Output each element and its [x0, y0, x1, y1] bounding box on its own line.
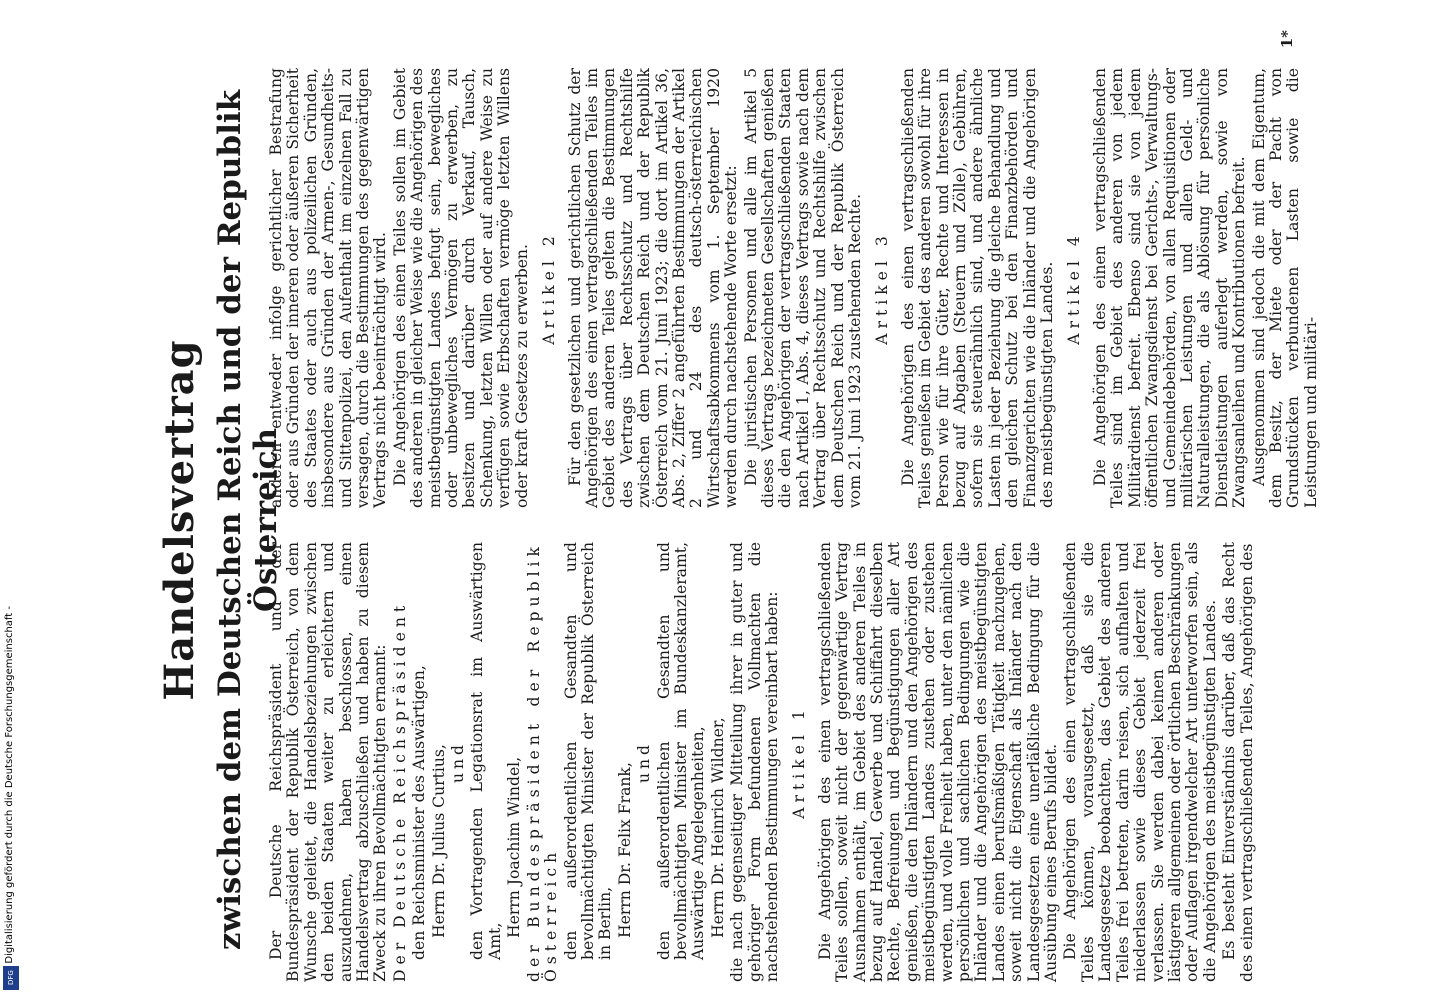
- paragraph: Die Angehörigen des einen vertragschließenden Teiles sind im Gebiet des anderen von jedem Militärdienst befreit. Ebenso sind sie von jedem öffentlichen Zwangsdienst bei Gerichts-, Verwaltungs- und Gemeindebehörden, von allen Requisitionen oder militärischen Leistungen und allen Geld- und Naturalleistungen, die als Ablösung für persönliche Dienstleistungen auferlegt werden, sowie von Zwangsanleihen und Kontributionen befreit.: [1090, 68, 1249, 508]
- paragraph: die nach gegenseitiger Mitteilung ihrer in guter und gehöriger Form befundenen Vollmachten die nachstehenden Bestimmungen vereinbart haben:: [728, 542, 781, 982]
- paragraph: Der Deutsche Reichspräsident und der Bundespräsident der Republik Österreich, von dem Wunsche geleitet, die Handelsbeziehungen zwischen den beiden Staaten weiter zu erleichtern und auszudehnen, haben beschlossen, einen Handelsvertrag abzuschließen und haben zu diesem Zweck zu ihren Bevollmächtigten ernannt:: [267, 542, 390, 982]
- article-heading: Artikel 2: [540, 231, 559, 345]
- paragraph: Ausgenommen sind jedoch die mit dem Eigentum, dem Besitz, der Miete oder der Pacht von Grundstücken verbundenen Lasten sowie die Leistungen und militäri-: [1249, 68, 1320, 508]
- paragraph: und: [635, 740, 654, 784]
- document-page: [150, 30, 1320, 1000]
- document-subtitle: zwischen dem Deutschen Reich und der Republik Österreich: [212, 89, 284, 951]
- article-heading: Artikel 4: [1065, 231, 1084, 345]
- document-title: Handelsvertrag: [156, 339, 203, 701]
- paragraph: Herrn Dr. Felix Frank,: [615, 762, 634, 938]
- paragraph: Die Angehörigen des einen vertragschließenden Teiles sollen, soweit nicht der gegenwärtige Vertrag Ausnahmen enthält, im Gebiet des anderen Teiles in bezug auf Handel, Gewerbe und Schiffahrt dieselben Rechte, Befreiungen und Begünstigungen aller Art genießen, die den Inländern und den Angehörigen des meistbegünstigten Landes zustehen oder zustehen werden, und volle Freiheit haben, unter den nämlichen persönlichen und sachlichen Bedingungen wie die Inländer und die Angehörigen des meistbegünstigten Landes einen berufsmäßigen Tätigkeit nachzugehen, soweit nicht die Eigenschaft als Inländer nach den Landesgesetzen eine unerläßliche Bedingung für die Ausübung eines Berufs bildet.: [815, 542, 1061, 982]
- paragraph: Für den gesetzlichen und gerichtlichen Schutz der Angehörigen des einen vertragschließenden Teiles im Gebiet des anderen Teiles gelten die Bestimmungen des Vertrags über Rechtsschutz und Rechtshilfe zwischen dem Deutschen Reich und der Republik Österreich vom 21. Juni 1923; die dort im Artikel 36, Abs. 2, Ziffer 2 angeführten Bestimmungen der Artikel 2 und 24 des deutsch-österreichischen Wirtschaftsabkommens vom 1. September 1920 werden durch nachstehende Worte ersetzt:: [565, 68, 741, 508]
- paragraph: anderen entweder infolge gerichtlicher Bestrafung oder aus Gründen der inneren oder äußeren Sicherheit des Staates oder auch aus polizeilichen Gründen, insbesondere aus Gründen der Armen-, Gesundheits- und Sittenpolizei, den Aufenthalt im einzelnen Fall zu versagen, durch die Bestimmungen des gegenwärtigen Vertrags nicht beeinträchtigt wird.: [267, 68, 390, 508]
- paragraph: Herrn Dr. Heinrich Wildner,: [708, 717, 727, 938]
- paragraph: Die Angehörigen des einen vertragschließenden Teiles genießen im Gebiet des anderen sowohl für ihre Person wie für ihre Güter, Rechte und Interessen in bezug auf Abgaben (Steuern und Zölle), Gebühren, sofern sie steuerähnlich sind, und andere ähnliche Lasten in jeder Beziehung die gleiche Behandlung und den gleichen Schutz bei den Finanzbehörden und Finanzgerichten wie die Inländer und die Angehörigen des meistbegünstigten Landes.: [898, 68, 1057, 508]
- paragraph: den außerordentlichen Gesandten und bevollmächtigten Minister der Republik Österreich in Berlin,: [561, 542, 615, 960]
- paragraph: den außerordentlichen Gesandten und bevollmächtigten Minister im Bundeskanzleramt, Auswärtige Angelegenheiten,: [654, 542, 708, 960]
- article-heading: Artikel 1: [790, 705, 809, 819]
- credit-strip: [0, 0, 22, 1000]
- text-column-left: [268, 542, 1278, 982]
- text-column-right: [267, 68, 1320, 508]
- paragraph: Herrn Joachim Windel,: [505, 756, 524, 938]
- article-heading: Artikel 3: [873, 231, 892, 345]
- paragraph: den Reichsminister des Auswärtigen,: [410, 665, 429, 960]
- paragraph: Die Angehörigen des einen Teiles sollen im Gebiet des anderen in gleicher Weise wie die Angehörigen des meistbegünstigten Landes befugt sein, bewegliches oder unbewegliches Vermögen zu erwerben, zu besitzen und darüber durch Verkauf, Tausch, Schenkung, letzten Willen oder auf andere Weise zu verfügen sowie Erbschaften vermöge letzten Willens oder kraft Gesetzes zu erwerben.: [390, 68, 531, 508]
- paragraph: Der Deutsche Reichspräsident: [390, 600, 409, 982]
- dfg-logo: DFG: [3, 966, 19, 990]
- digitization-credit: Digitalisierung gefördert durch die Deutsche Forschungsgemeinschaft -: [4, 606, 15, 964]
- paragraph: Herrn Dr. Julius Curtius,: [429, 744, 448, 938]
- page-signature-mark: 1*: [1278, 30, 1296, 49]
- paragraph: Die Angehörigen des einen vertragschließenden Teiles können, vorausgesetzt, daß sie die Landesgesetze beobachten, das Gebiet des anderen Teiles frei betreten, darin reisen, sich aufhalten und niederlassen sowie dieses Gebiet jederzeit frei verlassen. Sie werden dabei keinen anderen oder lästigeren allgemeinen oder örtlichen Beschränkungen oder Auflagen irgendwelcher Art unterworfen sein, als die Angehörigen des meistbegünstigten Landes.: [1061, 542, 1219, 982]
- paragraph: Es besteht Einverständnis darüber, daß das Recht des einen vertragschließenden Teiles, Angehörigen des: [1220, 542, 1256, 982]
- paragraph: der Bundespräsident der Republik Österreich: [524, 542, 561, 982]
- paragraph: den Vortragenden Legationsrat im Auswärtigen Amt,: [468, 542, 504, 960]
- paragraph: Die juristischen Personen und alle im Artikel 5 dieses Vertrags bezeichneten Gesellschaften genießen die den Angehörigen der vertragschließenden Staaten nach Artikel 1, Abs. 4, dieses Vertrags sowie nach dem Vertrag über Rechtsschutz und Rechtshilfe zwischen dem Deutschen Reich und der Republik Österreich vom 21. Juni 1923 zustehenden Rechte.: [741, 68, 864, 508]
- paragraph: und: [449, 740, 468, 784]
